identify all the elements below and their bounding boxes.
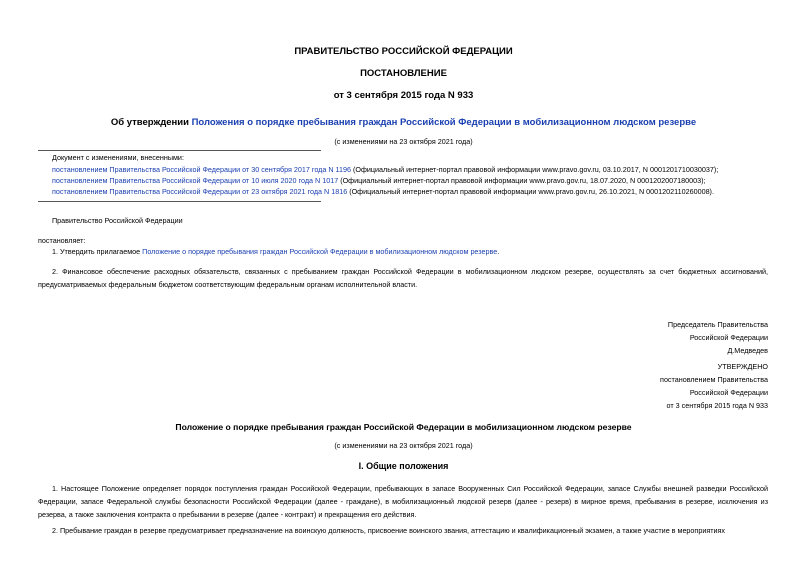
signature-line: Председатель Правительства [667,320,768,329]
issuer-text: Правительство Российской Федерации [52,216,183,225]
regulation-title: Положение о порядке пребывания граждан Российской Федерации в мобилизационном людском резерве [175,422,632,432]
decrees-text: постановляет: [38,236,86,245]
amendment-link[interactable]: постановлением Правительства Российской Федерации от 10 июля 2020 года N 1017 [52,176,339,185]
document-title [0,117,807,128]
amendment-source: (Официальный интернет-портал правовой информации www.pravo.gov.ru, 18.07.2020, N 0001202007180003); [338,176,706,185]
approval-line: УТВЕРЖДЕНО [717,362,768,371]
approval-line: Российской Федерации [689,388,768,397]
signature-line: Российской Федерации [689,333,768,342]
approval-block [660,360,768,412]
document-date-number: от 3 сентября 2015 года N 933 [333,90,474,101]
revision-note: (с изменениями на 23 октября 2021 года) [334,137,473,146]
amendment-item [52,187,714,197]
amendment-link[interactable]: постановлением Правительства Российской Федерации от 23 октября 2021 года N 1816 [52,187,348,196]
signature-block [668,318,768,357]
paragraph-text: . [497,247,500,256]
document-type-heading: ПОСТАНОВЛЕНИЕ [360,68,447,79]
regulation-paragraph-1: 1. Настоящее Положение определяет порядок поступления граждан Российской Федерации, пребывающих в запасе Вооруженных Сил Российской Федерации, запасе Службы внешней разведки Российской Федерации, запасе Федеральной службы безопасности Российской Федерации (далее - граждане), в мобилизационный людской резерв (далее - резерв) в мирное время, пребывания в резерве, исключения из резерва, а также заключения контракта о пребывании в резерве (далее - контракт) и прекращения его действия. [38,484,768,519]
amendment-source: (Официальный интернет-портал правовой информации www.pravo.gov.ru, 03.10.2017, N 0001201710030037); [351,165,719,174]
amendment-source: (Официальный интернет-портал правовой информации www.pravo.gov.ru, 26.10.2021, N 0001202110260008). [347,187,714,196]
approval-line: постановлением Правительства [660,375,768,384]
decree-paragraph-1 [52,247,499,257]
amendments-intro: Документ с изменениями, внесенными: [52,153,184,162]
regulation-paragraph-2: 2. Пребывание граждан в резерве предусматривает предназначение на воинскую должность, присвоение воинского звания, аттестацию и квалификационный экзамен, а также участие в мероприятиях [52,526,726,535]
amendment-item [52,165,718,175]
title-prefix: Об утверждении [110,117,192,128]
section-title: I. Общие положения [358,461,449,471]
decree-paragraph-2: 2. Финансовое обеспечение расходных обязательств, связанных с пребыванием граждан Российской Федерации в мобилизационном людском резерве, осуществлять за счет бюджетных ассигнований, предусматриваемых федеральным бюджетом соответствующим федеральным органам исполнительной власти. [38,267,768,289]
government-heading: ПРАВИТЕЛЬСТВО РОССИЙСКОЙ ФЕДЕРАЦИИ [294,46,513,57]
regulation-revision-note: (с изменениями на 23 октября 2021 года) [334,441,473,450]
amendments-bottom-rule [38,201,321,202]
amendment-item [52,176,706,186]
signature-name: Д.Медведев [727,346,768,355]
amendments-top-rule [38,150,321,151]
amendment-link[interactable]: постановлением Правительства Российской Федерации от 30 сентября 2017 года N 1196 [52,165,352,174]
approval-line: от 3 сентября 2015 года N 933 [666,401,768,410]
regulation-link[interactable]: Положение о порядке пребывания граждан Российской Федерации в мобилизационном людском резерве [142,247,498,256]
paragraph-text: 1. Утвердить прилагаемое [52,247,143,256]
title-link[interactable]: Положения о порядке пребывания граждан Российской Федерации в мобилизационном людском резерве [191,117,697,128]
